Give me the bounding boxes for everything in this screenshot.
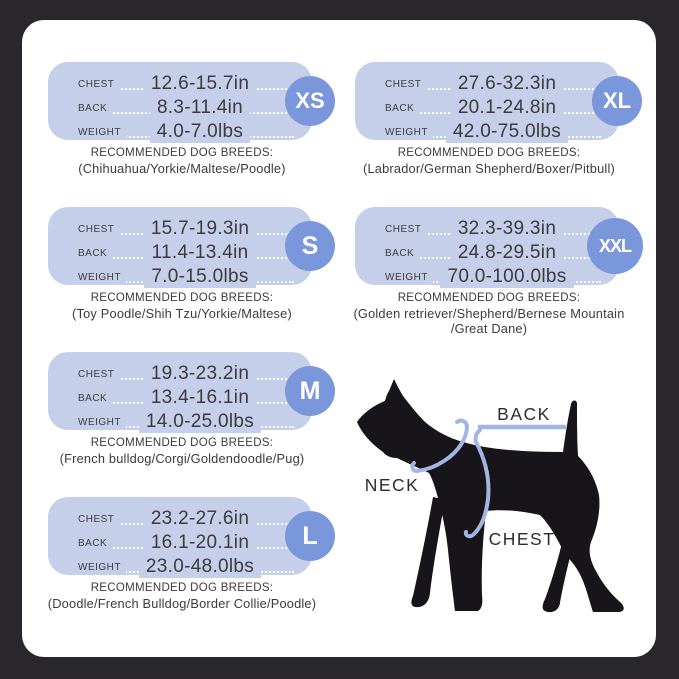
size-badge-m: M <box>285 366 335 416</box>
weight-row <box>76 115 296 142</box>
back-value: 11.4-13.4in <box>145 242 256 264</box>
back-label: BACK <box>383 247 419 260</box>
back-label: BACK <box>76 247 112 260</box>
back-diagram-label: BACK <box>497 404 551 424</box>
chest-label: CHEST <box>76 223 119 236</box>
back-label: BACK <box>383 102 419 115</box>
size-card-l <box>48 497 318 577</box>
chest-label: CHEST <box>383 78 426 91</box>
chest-value: 32.3-39.3in <box>451 218 563 240</box>
breeds-block-l <box>37 582 327 611</box>
size-card-xs <box>48 62 325 142</box>
breeds-list: (Golden retriever/Shepherd/Bernese Mountain <box>353 305 625 321</box>
weight-row <box>76 550 296 577</box>
size-card-xl <box>355 62 632 142</box>
back-value: 24.8-29.5in <box>451 242 563 264</box>
recommended-heading: RECOMMENDED DOG BREEDS: <box>90 147 274 159</box>
recommended-heading: RECOMMENDED DOG BREEDS: <box>90 437 274 449</box>
breeds-list: (French bulldog/Corgi/Goldendoodle/Pug) <box>59 450 305 466</box>
breeds-block-m <box>37 437 327 466</box>
weight-row <box>76 260 296 287</box>
size-card-xxl <box>355 207 631 287</box>
dog-silhouette <box>357 379 624 612</box>
recommended-heading: RECOMMENDED DOG BREEDS: <box>90 292 274 304</box>
chest-value: 12.6-15.7in <box>144 73 256 95</box>
breeds-list: (Chihuahua/Yorkie/Maltese/Poodle) <box>78 160 286 176</box>
breeds-block-xs <box>37 147 327 176</box>
weight-value: 42.0-75.0lbs <box>446 121 568 143</box>
size-card-s <box>48 207 319 287</box>
breeds-block-xxl <box>343 292 635 336</box>
chest-value: 15.7-19.3in <box>144 218 256 240</box>
weight-value: 23.0-48.0lbs <box>139 556 261 578</box>
back-row <box>383 236 603 263</box>
weight-label: WEIGHT <box>76 126 126 139</box>
measure-rows <box>383 212 603 287</box>
weight-label: WEIGHT <box>76 561 126 574</box>
breeds-block-xl <box>343 147 635 176</box>
dog-far-rear-leg <box>543 547 571 612</box>
back-value: 20.1-24.8in <box>451 97 563 119</box>
recommended-heading: RECOMMENDED DOG BREEDS: <box>397 292 581 304</box>
chest-row <box>76 357 296 384</box>
measure-rows <box>76 357 296 432</box>
weight-row <box>383 115 603 142</box>
size-badge-l: L <box>285 511 335 561</box>
back-row <box>76 236 296 263</box>
chest-row <box>383 212 603 239</box>
back-value: 8.3-11.4in <box>150 97 250 119</box>
weight-label: WEIGHT <box>383 126 433 139</box>
weight-label: WEIGHT <box>383 271 433 284</box>
recommended-heading: RECOMMENDED DOG BREEDS: <box>397 147 581 159</box>
breeds-list: (Labrador/German Shepherd/Boxer/Pitbull) <box>363 160 615 176</box>
size-badge-xxl: XXL <box>587 218 643 274</box>
breeds-block-s <box>37 292 327 321</box>
size-card-m <box>48 352 321 432</box>
weight-value: 4.0-7.0lbs <box>150 121 250 143</box>
chest-value: 19.3-23.2in <box>144 363 256 385</box>
measure-rows <box>76 67 296 142</box>
chest-label: CHEST <box>76 368 119 381</box>
weight-label: WEIGHT <box>76 416 126 429</box>
size-badge-s: S <box>285 221 335 271</box>
back-label: BACK <box>76 392 112 405</box>
breeds-list: (Doodle/French Bulldog/Border Collie/Poodle) <box>47 595 317 611</box>
back-row <box>76 526 296 553</box>
weight-value: 7.0-15.0lbs <box>144 266 255 288</box>
back-label: BACK <box>76 537 112 550</box>
recommended-heading: RECOMMENDED DOG BREEDS: <box>90 582 274 594</box>
dog-body <box>357 379 624 612</box>
chest-label: CHEST <box>383 223 426 236</box>
weight-row <box>76 405 296 432</box>
chest-value: 27.6-32.3in <box>451 73 563 95</box>
chest-row <box>76 502 296 529</box>
back-label: BACK <box>76 102 112 115</box>
weight-value: 14.0-25.0lbs <box>139 411 261 433</box>
back-value: 13.4-16.1in <box>144 387 256 409</box>
back-row <box>76 381 296 408</box>
measure-rows <box>76 212 296 287</box>
chest-label: CHEST <box>76 513 119 526</box>
back-row <box>76 91 296 118</box>
weight-value: 70.0-100.0lbs <box>440 266 573 288</box>
chest-row <box>383 67 603 94</box>
chest-row <box>76 212 296 239</box>
dog-measurement-diagram <box>345 365 665 657</box>
chest-diagram-label: CHEST <box>488 529 556 549</box>
breeds-list: (Toy Poodle/Shih Tzu/Yorkie/Maltese) <box>72 305 292 321</box>
chest-label: CHEST <box>76 78 119 91</box>
chest-row <box>76 67 296 94</box>
weight-label: WEIGHT <box>76 271 126 284</box>
breeds-list-line2: /Great Dane) <box>450 320 528 336</box>
back-row <box>383 91 603 118</box>
neck-diagram-label: NECK <box>364 475 420 495</box>
measure-rows <box>383 67 603 142</box>
weight-row <box>383 260 603 287</box>
chest-value: 23.2-27.6in <box>144 508 256 530</box>
size-badge-xl: XL <box>592 76 642 126</box>
size-badge-xs: XS <box>285 76 335 126</box>
dog-far-front-leg <box>411 497 445 607</box>
measure-rows <box>76 502 296 577</box>
back-value: 16.1-20.1in <box>144 532 256 554</box>
